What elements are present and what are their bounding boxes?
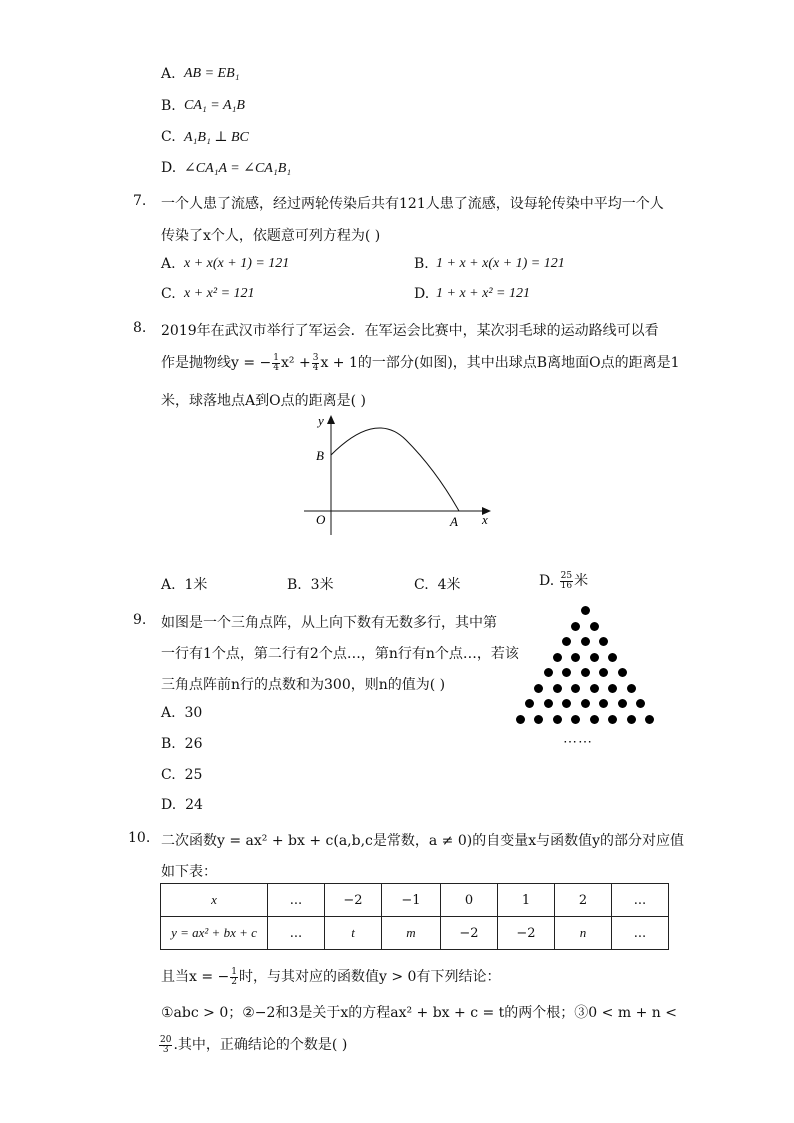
triangle-dot: [608, 653, 617, 662]
triangle-dot: [599, 668, 608, 677]
triangle-dot: [636, 699, 645, 708]
triangle-dot: [581, 637, 590, 646]
q7-stem-line1: 一个人患了流感，经过两轮传染后共有121人患了流感，设每轮传染中平均一个人: [161, 196, 664, 212]
triangle-dot: [571, 653, 580, 662]
triangle-dot: [553, 715, 562, 724]
table-cell: x: [161, 884, 268, 917]
q7-option-c-text: x + x² = 121: [184, 286, 255, 301]
triangle-dot: [562, 699, 571, 708]
triangle-dot: [544, 699, 553, 708]
table-cell: m: [382, 917, 441, 950]
triangle-dot: [590, 684, 599, 693]
triangle-dot: [534, 715, 543, 724]
triangle-dot: [618, 699, 627, 708]
table-cell: −2: [498, 917, 555, 950]
q8-line2-c: x + 1的一部分(如图)，其中出球点B离地面O点的距离是1: [320, 355, 680, 371]
triangle-dot: [516, 715, 525, 724]
q10-condition: 且当x = − $\frac{1}{2}$ 时，与其对应的函数值y > 0有下列结论：: [161, 966, 501, 987]
triangle-dot: [618, 668, 627, 677]
q9-option-a: A. 30: [161, 705, 203, 721]
q8-line2-a: 作是抛物线y = −: [161, 355, 272, 371]
q8-line2-b: x² +: [281, 355, 311, 371]
q7-stem-line2: 传染了x个人，依题意可列方程为( ): [161, 228, 381, 244]
triangle-dot: [590, 653, 599, 662]
q6-option-d: D.: [161, 160, 177, 176]
q9-stem-line1: 如图是一个三角点阵，从上向下数有无数多行，其中第: [161, 615, 497, 631]
q10-last-fraction: $\frac{20}{3}$: [160, 1034, 172, 1055]
table-cell: t: [325, 917, 382, 950]
table-cell: 0: [441, 884, 498, 917]
triangle-dot: [553, 684, 562, 693]
q7-option-a-text: x + x(x + 1) = 121: [184, 256, 290, 271]
q7-option-c: C.: [161, 286, 176, 302]
triangle-dot: [599, 637, 608, 646]
origin-label: O: [316, 512, 326, 527]
dot-triangle-figure: [505, 606, 665, 746]
table-cell: −2: [325, 884, 382, 917]
q8-number: 8.: [133, 320, 147, 336]
q8-option-c: C. 4米: [414, 577, 461, 593]
x-axis-label: x: [482, 512, 488, 527]
point-a-label: A: [450, 514, 458, 529]
q8-fraction-2: $\frac{3}{4}$: [312, 352, 319, 373]
triangle-dot: [599, 699, 608, 708]
q8-option-d-fraction: $\frac{25}{16}$: [560, 570, 573, 591]
q10-number: 10.: [128, 830, 151, 846]
table-cell: −1: [382, 884, 441, 917]
q6-option-b-text: CA₁ = A₁B: [184, 98, 245, 113]
y-axis-arrow-icon: [327, 415, 335, 424]
triangle-dot: [590, 715, 599, 724]
table-row-y: [161, 917, 669, 950]
q6-option-c: C.: [161, 129, 176, 145]
q7-option-b-text: 1 + x + x(x + 1) = 121: [436, 256, 565, 271]
q7-option-d: D.: [414, 286, 430, 302]
q10-conclusions: ①abc > 0；②−2和3是关于x的方程ax² + bx + c = t的两个根；③0 < m + n <: [161, 1005, 677, 1021]
q9-option-c: C. 25: [161, 767, 203, 783]
q10-stem-line2: 如下表：: [161, 864, 217, 880]
value-table: [160, 883, 669, 950]
table-cell: ...: [612, 917, 669, 950]
q9-option-d: D. 24: [161, 797, 203, 813]
q6-option-a-text: AB = EB₁: [184, 66, 240, 81]
triangle-dot: [627, 684, 636, 693]
q8-option-d: D. $\frac{25}{16}$ 米: [539, 570, 589, 591]
q10-condition-fraction: $\frac{1}{2}$: [231, 966, 237, 987]
triangle-dot: [571, 622, 580, 631]
triangle-dot: [581, 699, 590, 708]
triangle-dot: [534, 684, 543, 693]
point-b-label: B: [316, 448, 324, 463]
parabola-curve: [331, 428, 459, 511]
q8-stem-line2: [161, 352, 679, 373]
triangle-dot: [581, 668, 590, 677]
parabola-graph: [296, 410, 496, 535]
q7-option-b: B.: [414, 256, 429, 272]
triangle-dot: [581, 606, 590, 615]
table-cell: −2: [441, 917, 498, 950]
triangle-dot: [525, 699, 534, 708]
triangle-dot: [553, 653, 562, 662]
table-cell: ...: [612, 884, 669, 917]
table-cell: ...: [268, 884, 325, 917]
triangle-dot: [544, 668, 553, 677]
triangle-dot: [571, 715, 580, 724]
table-cell: 2: [555, 884, 612, 917]
q7-option-a: A.: [161, 256, 176, 272]
triangle-dot: [627, 715, 636, 724]
triangle-dot: [608, 684, 617, 693]
q6-option-b: B.: [161, 98, 176, 114]
q9-stem-line2: 一行有1个点，第二行有2个点…，第n行有n个点…，若该: [161, 646, 519, 662]
q10-stem-line1: 二次函数y = ax² + bx + c(a,b,c是常数，a ≠ 0)的自变量x与函数值y的部分对应值: [161, 833, 685, 849]
table-cell: ...: [268, 917, 325, 950]
q8-stem-line3: 米，球落地点A到O点的距离是( ): [161, 393, 366, 409]
table-cell: 1: [498, 884, 555, 917]
q9-number: 9.: [133, 612, 147, 628]
q8-stem-line1: 2019年在武汉市举行了军运会．在军运会比赛中，某次羽毛球的运动路线可以看: [161, 323, 659, 339]
q7-number: 7.: [133, 193, 147, 209]
q6-option-c-text: A₁B₁ ⊥ BC: [184, 130, 249, 145]
q8-option-a: A. 1米: [161, 577, 208, 593]
q7-option-d-text: 1 + x + x² = 121: [436, 286, 530, 301]
q6-option-a: A.: [161, 66, 176, 82]
triangle-dot: [562, 668, 571, 677]
triangle-ellipsis: ⋯⋯: [563, 734, 593, 750]
q9-option-b: B. 26: [161, 736, 203, 752]
triangle-dot: [571, 684, 580, 693]
triangle-dot: [645, 715, 654, 724]
q8-fraction-1: $\frac{1}{4}$: [273, 352, 280, 373]
table-cell: y = ax² + bx + c: [161, 917, 268, 950]
q10-last-line: $\frac{20}{3}$ .其中，正确结论的个数是( ): [160, 1034, 348, 1055]
triangle-dot: [608, 715, 617, 724]
q9-stem-line3: 三角点阵前n行的点数和为300，则n的值为( ): [161, 677, 446, 693]
table-cell: n: [555, 917, 612, 950]
table-row-x: [161, 884, 669, 917]
triangle-dot: [590, 622, 599, 631]
triangle-dot: [562, 637, 571, 646]
y-axis-label: y: [318, 413, 324, 428]
q6-option-d-text: ∠CA₁A = ∠CA₁B₁: [184, 161, 292, 176]
q8-option-b: B. 3米: [287, 577, 334, 593]
